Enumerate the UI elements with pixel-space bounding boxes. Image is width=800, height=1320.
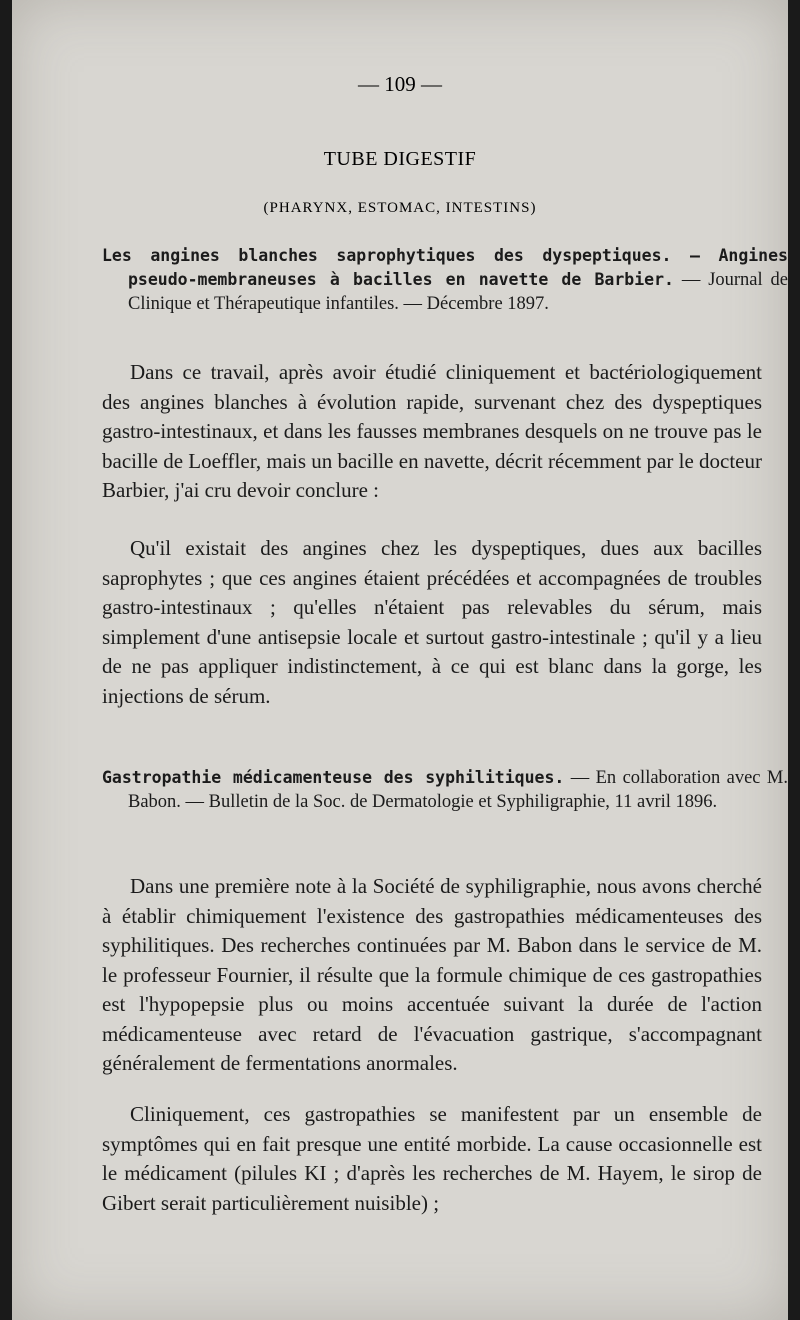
entry-1-reference [102,244,788,316]
entry-2-title: Gastropathie médicamenteuse des syphilitiques. [102,768,565,787]
entry-1-title: Les angines blanches saprophytiques des dyspeptiques. — Angines pseudo-membraneuses à bacilles en navette de Barbier. [102,246,788,289]
entry-2-paragraph-2: Cliniquement, ces gastropathies se manifestent par un ensemble de symptômes qui en fait presque une entité morbide. La cause occasionnelle est le médicament (pilules KI ; d'après les recherches de M. Hayem, le sirop de Gibert serait particulièrement nuisible) ; [102,1102,762,1215]
entry-1-citation: — Journal de Clinique et Thérapeutique infantiles. — Décembre 1897. [128,270,788,314]
book-page [12,0,788,1320]
entry-2-paragraph-1: Dans une première note à la Société de syphiligraphie, nous avons cherché à établir chimiquement l'existence des gastropathies médicamenteuses des syphilitiques. Des recherches continuées par M. Babon dans le service de M. le professeur Fournier, il résulte que la formule chimique de ces gastropathies est l'hypopepsie plus ou moins accentuée suivant la durée de l'action médicamenteuse avec retard de l'évacuation gastrique, s'accompagnant généralement de fermentations anormales. [102,874,762,1075]
entry-1-paragraph-2: Qu'il existait des angines chez les dyspeptiques, dues aux bacilles saprophytes ; que ces angines étaient précédées et accompagnées de troubles gastro-intestinaux ; qu'elles n'étaient pas relevables du sérum, mais simplement d'une antisepsie locale et surtout gastro-intestinale ; qu'il y a lieu de ne pas appliquer indistinctement, à ce qui est blanc dans la gorge, les injections de sérum. [102,536,762,708]
entry-1-paragraph-1: Dans ce travail, après avoir étudié cliniquement et bactériologiquement des angines blanches à évolution rapide, survenant chez des dyspeptiques gastro-intestinaux, et dans les fausses membranes desquels on ne trouve pas le bacille de Loeffler, mais un bacille en navette, décrit récemment par le docteur Barbier, j'ai cru devoir conclure : [102,360,762,502]
entry-2-reference [102,766,788,814]
entry-2-citation: — En collaboration avec M. Babon. — Bulletin de la Soc. de Dermatologie et Syphiligraphie, 11 avril 1896. [128,768,788,812]
page-number: — 109 — [358,72,442,96]
section-subtitle: (PHARYNX, ESTOMAC, INTESTINS) [263,200,537,216]
section-title: TUBE DIGESTIF [323,148,477,170]
